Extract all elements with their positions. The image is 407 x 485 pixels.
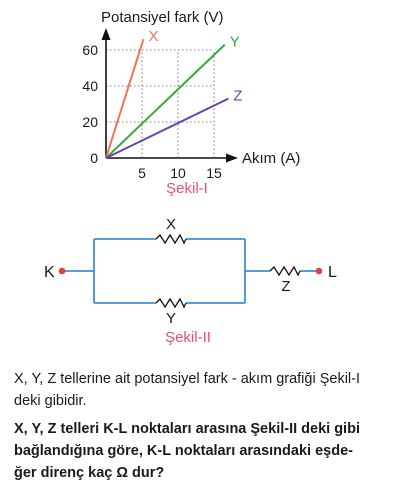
node-l bbox=[316, 268, 323, 275]
x-axis-arrow bbox=[226, 154, 238, 163]
x-tick-label-15: 15 bbox=[206, 165, 222, 181]
resistor-z bbox=[270, 267, 300, 275]
question-main-line-1: X, Y, Z telleri K-L noktaları arasına Şekil-II deki gibi bbox=[14, 421, 360, 437]
graph-caption: Şekil-I bbox=[166, 180, 208, 197]
node-l-label: L bbox=[328, 264, 337, 281]
question-intro-line-1: X, Y, Z tellerine ait potansiyel fark - akım grafiği Şekil-I bbox=[14, 371, 360, 387]
circuit-diagram bbox=[44, 216, 337, 346]
question-main-line-2: bağlandığına göre, K-L noktaları arasındaki eşde- bbox=[14, 443, 353, 459]
graph-series bbox=[106, 28, 243, 158]
y-axis-label: Potansiyel fark (V) bbox=[101, 9, 224, 26]
resistor-z-label: Z bbox=[281, 278, 291, 295]
resistor-x-label: X bbox=[165, 216, 177, 233]
question-main-line-3: ğer direnç kaç Ω dur? bbox=[14, 465, 165, 481]
circuit-caption: Şekil-II bbox=[165, 329, 211, 346]
y-tick-label-40: 40 bbox=[82, 78, 98, 94]
y-tick-label-20: 20 bbox=[82, 114, 98, 130]
node-k-label: K bbox=[44, 264, 55, 281]
node-k bbox=[59, 268, 66, 275]
resistor-y bbox=[156, 299, 186, 307]
series-label-x: X bbox=[148, 28, 159, 46]
series-line-z bbox=[106, 99, 228, 158]
x-tick-label-10: 10 bbox=[170, 165, 186, 181]
x-axis-label: Akım (A) bbox=[242, 150, 301, 167]
resistor-x bbox=[156, 235, 186, 243]
resistors bbox=[156, 235, 300, 307]
potential-current-graph bbox=[82, 9, 300, 197]
series-label-z: Z bbox=[233, 87, 243, 105]
y-axis-arrow bbox=[102, 28, 111, 40]
circuit-wires bbox=[63, 239, 318, 303]
series-label-y: Y bbox=[229, 33, 240, 51]
question-intro-line-2: deki gibidir. bbox=[14, 393, 87, 409]
x-tick-label-0: 0 bbox=[90, 150, 98, 166]
x-tick-label-5: 5 bbox=[138, 165, 146, 181]
resistor-y-label: Y bbox=[165, 310, 177, 327]
y-tick-label-60: 60 bbox=[82, 42, 98, 58]
